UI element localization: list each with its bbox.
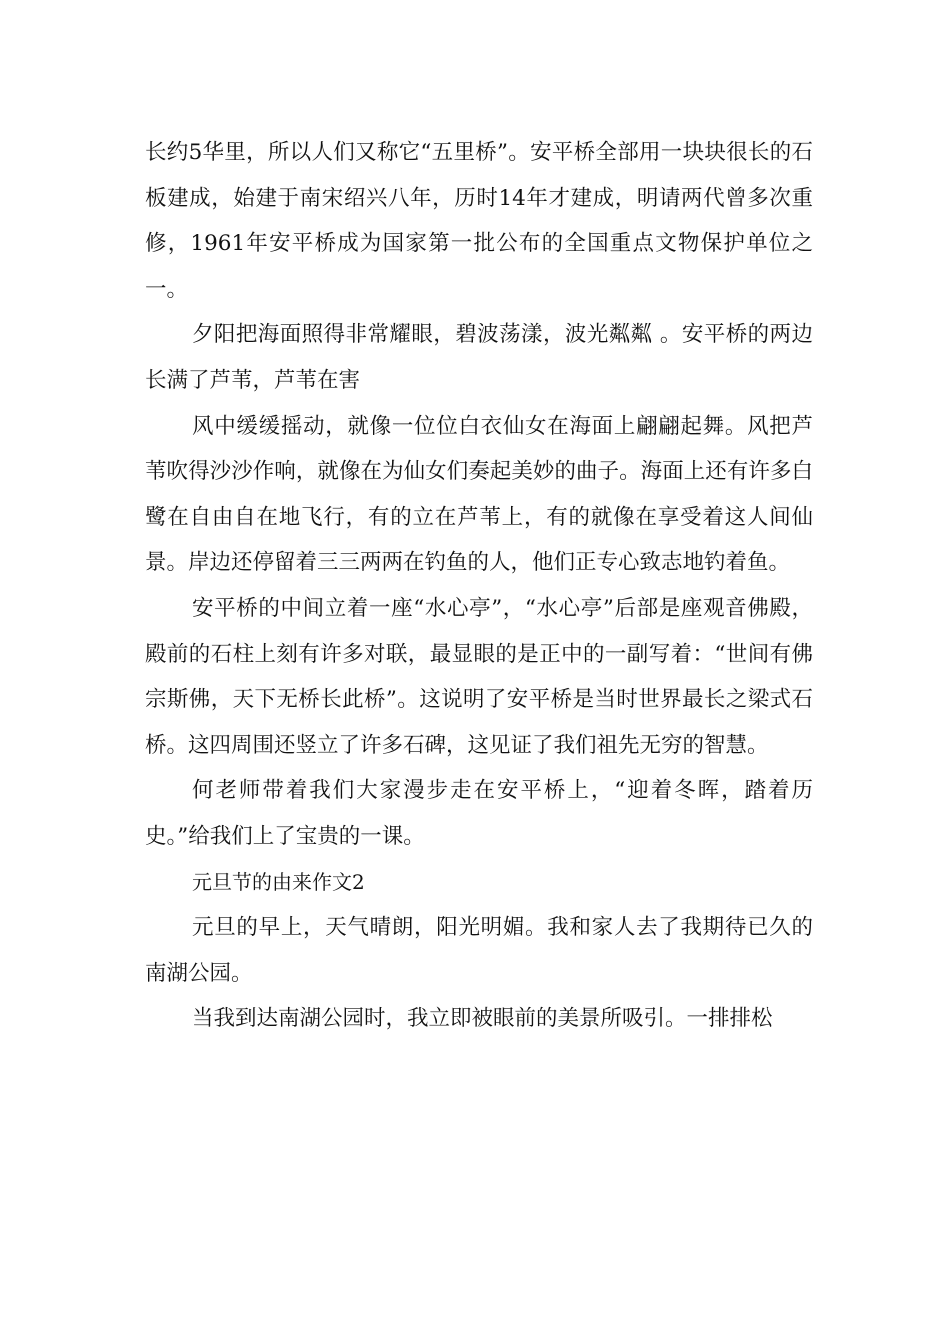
document-page: [145, 130, 813, 1042]
essay-heading: 元旦节的由来作文2: [192, 869, 365, 894]
paragraph-sunset: 夕阳把海面照得非常耀眼，碧波荡漾，波光粼粼 。安平桥的两边长满了芦苇，芦苇在害: [145, 322, 813, 393]
paragraph-bridge-history: 长约5华里，所以人们又称它“五里桥”。安平桥全部用一块块很长的石板建成，始建于南宋绍兴八年，历时14年才建成，明请两代曾多次重修，1961年安平桥成为国家第一批公布的全国重点文物保护单位之一。: [145, 140, 813, 302]
paragraph-park-arrival: 当我到达南湖公园时，我立即被眼前的美景所吸引。一排排松: [192, 1006, 773, 1032]
paragraph-teacher: 何老师带着我们大家漫步走在安平桥上，“迎着冬晖，踏着历史。”给我们上了宝贵的一课。: [145, 778, 813, 849]
paragraph-reeds: 风中缓缓摇动，就像一位位白衣仙女在海面上翩翩起舞。风把芦苇吹得沙沙作响，就像在为仙女们奏起美妙的曲子。海面上还有许多白鹭在自由自在地飞行，有的立在芦苇上，有的就像在享受着这人间仙景。岸边还停留着三三两两在钓鱼的人，他们正专心致志地钓着鱼。: [145, 413, 813, 576]
paragraph-new-year-morning: 元旦的早上，天气晴朗，阳光明媚。我和家人去了我期待已久的南湖公园。: [145, 915, 813, 986]
paragraph-pavilion: 安平桥的中间立着一座“水心亭”，“水心亭”后部是座观音佛殿，殿前的石柱上刻有许多对联，最显眼的是正中的一副写着：“世间有佛宗斯佛，天下无桥长此桥”。这说明了安平桥是当时世界最长之梁式石桥。这四周围还竖立了许多石碑，这见证了我们祖先无穷的智慧。: [145, 595, 813, 758]
